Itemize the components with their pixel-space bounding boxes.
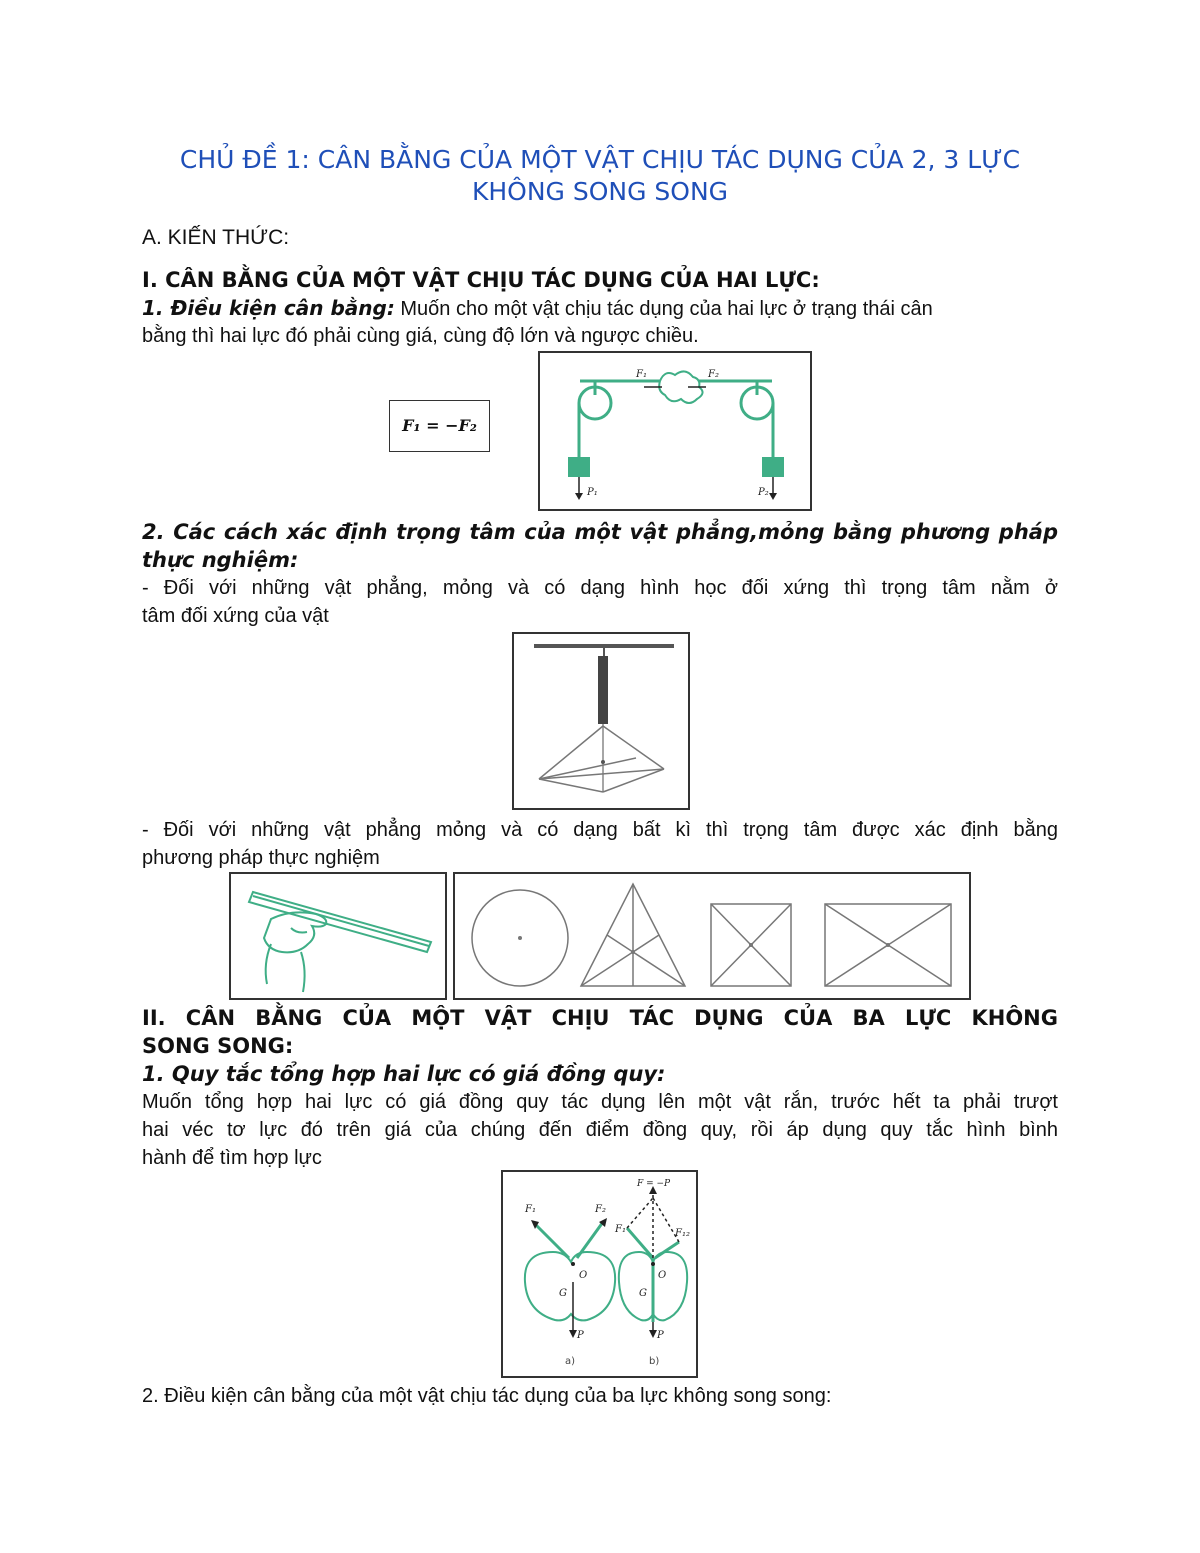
part2-heading-line2: SONG SONG:: [142, 1034, 294, 1058]
part2-sub1-text-line3: hành để tìm hợp lực: [142, 1147, 322, 1169]
label-p2: P₂: [758, 487, 769, 498]
weight-block-left: [568, 457, 590, 477]
part1-sub2-text1-line1: - Đối với những vật phẳng, mỏng và có dạng hình học đối xứng thì trọng tâm nằm ở: [142, 577, 1058, 599]
figure-two-pulleys: [538, 351, 812, 511]
two-pulleys-diagram: [540, 353, 810, 509]
part1-sub2-text2-line1: - Đối với những vật phẳng mỏng và có dạng bất kì thì trọng tâm được xác định bằng: [142, 819, 1058, 841]
label-b-f12: F₁₂: [675, 1228, 690, 1239]
part1-sub1-line1: [142, 294, 1058, 323]
part1-sub1-text-a: Muốn cho một vật chịu tác dụng của hai lực ở trạng thái cân: [394, 298, 933, 320]
label-b-o: O: [658, 1270, 667, 1281]
part2-sub1-heading-text: 1. Quy tắc tổng hợp hai lực có giá đồng quy:: [142, 1062, 666, 1086]
figure-hand-ruler: [229, 872, 447, 1000]
label-a: a): [565, 1356, 576, 1367]
label-b: b): [649, 1356, 660, 1367]
part1-heading: I. CÂN BẰNG CỦA MỘT VẬT CHỊU TÁC DỤNG CỦA HAI LỰC:: [142, 268, 820, 292]
label-a-g: G: [559, 1288, 567, 1299]
label-f2: F₂: [708, 369, 719, 380]
part1-sub2-heading-b: thực nghiệm:: [142, 548, 299, 572]
document-title-line-2: KHÔNG SONG SONG: [471, 177, 729, 206]
symmetric-shapes-diagram: [455, 874, 969, 998]
part1-sub2-text2-line2: phương pháp thực nghiệm: [142, 847, 380, 869]
label-p1: P₁: [587, 487, 598, 498]
figure-concurrent-forces: [501, 1170, 698, 1378]
label-f1: F₁: [636, 369, 647, 380]
section-a-heading: A. KIẾN THỨC:: [142, 226, 290, 249]
label-b-g: G: [639, 1288, 647, 1299]
part2-sub1-text-line1: Muốn tổng hợp hai lực có giá đồng quy tác dụng lên một vật rắn, trước hết ta phải trượt: [142, 1091, 1058, 1113]
part2-sub1-text-line2: hai véc tơ lực đó trên giá của chúng đến điểm đồng quy, rồi áp dụng quy tắc hình bình: [142, 1119, 1058, 1141]
label-a-f1: F₁: [525, 1204, 536, 1215]
document-title-line-1: CHỦ ĐỀ 1: CÂN BẰNG CỦA MỘT VẬT CHỊU TÁC DỤNG CỦA 2, 3 LỰC: [179, 145, 1021, 174]
hand-ruler-diagram: [231, 874, 445, 998]
formula-box: [389, 400, 490, 452]
part2-sub1-heading: [142, 1060, 1058, 1089]
hanging-triangle-diagram: [514, 634, 688, 808]
label-b-equation: F = −P: [637, 1179, 671, 1189]
concurrent-forces-diagram: [503, 1172, 696, 1376]
part1-sub1-line2: bằng thì hai lực đó phải cùng giá, cùng độ lớn và ngược chiều.: [142, 325, 699, 347]
part1-sub2-heading-line1: [142, 518, 1058, 547]
part1-sub2-heading-line2: [142, 546, 1058, 575]
label-a-f2: F₂: [595, 1204, 606, 1215]
weight-block-right: [762, 457, 784, 477]
part1-sub2-heading-a: 2. Các cách xác định trọng tâm của một vật phẳng,mỏng bằng phương pháp: [142, 520, 1058, 544]
label-b-f1: F₁: [615, 1224, 626, 1235]
figure-hanging-triangle: [512, 632, 690, 810]
label-b-p: P: [657, 1330, 664, 1341]
part2-heading-line1: II. CÂN BẰNG CỦA MỘT VẬT CHỊU TÁC DỤNG CỦA BA LỰC KHÔNG: [142, 1006, 1058, 1030]
figure-symmetric-shapes: [453, 872, 971, 1000]
label-a-o: O: [579, 1270, 588, 1281]
label-a-p: P: [577, 1330, 584, 1341]
part2-sub2-text: 2. Điều kiện cân bằng của một vật chịu tác dụng của ba lực không song song:: [142, 1385, 832, 1407]
part1-sub2-text1-line2: tâm đối xứng của vật: [142, 605, 329, 627]
formula-text: F₁ = −F₂: [402, 416, 477, 435]
part1-sub1-label: 1. Điều kiện cân bằng:: [142, 296, 395, 320]
